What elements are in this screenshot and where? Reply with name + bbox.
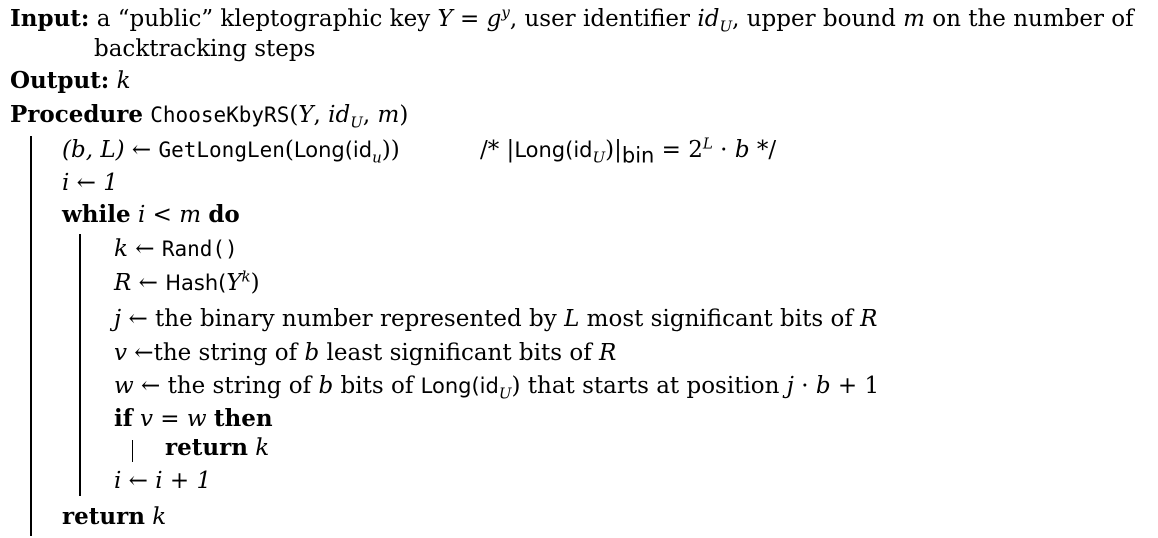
v-lhs: v	[114, 340, 127, 366]
comment-b: )|	[605, 137, 622, 163]
final-return-keyword: return	[62, 503, 145, 530]
output-label: Output:	[10, 67, 110, 94]
getlonglen-lhs: (b, L) ←	[62, 137, 159, 163]
while-line	[62, 200, 240, 230]
hash-y: Y	[226, 270, 242, 296]
comment-exp: L	[702, 134, 713, 153]
getlonglen-close: ))	[381, 137, 400, 163]
input-line	[10, 4, 1134, 34]
procedure-sep2: ,	[362, 102, 378, 128]
input-key-var: Y	[437, 6, 453, 32]
v-R: R	[599, 340, 617, 366]
inner-return-keyword: return	[165, 434, 248, 461]
while-keyword: while	[62, 201, 131, 228]
procedure-arg2-sub: U	[350, 113, 363, 132]
if-block-bar	[132, 440, 133, 462]
input-label: Input:	[10, 5, 90, 32]
while-block-bar	[79, 234, 81, 496]
procedure-arg1: Y	[298, 102, 314, 128]
input-id-sub: U	[719, 17, 733, 36]
j-line	[114, 304, 877, 334]
rand-line	[114, 234, 238, 264]
comment-c: = 2	[654, 137, 703, 163]
input-key-exp: y	[501, 3, 510, 22]
w-long: Long(id	[420, 374, 499, 398]
input-continuation: backtracking steps	[94, 36, 316, 62]
w-text-d: ·	[793, 373, 816, 399]
input-m-var: m	[903, 6, 925, 32]
input-id-var: id	[697, 6, 720, 32]
procedure-keyword: Procedure	[10, 101, 143, 128]
while-condition: i < m	[130, 202, 209, 228]
procedure-line	[10, 100, 408, 130]
j-text-b: most significant bits of	[579, 306, 861, 332]
if-condition: v = w	[132, 406, 214, 432]
getlonglen-id: (id	[344, 138, 373, 162]
v-line	[114, 338, 616, 368]
comment-end: */	[749, 137, 777, 163]
j-lhs: j	[114, 306, 122, 332]
if-line	[114, 404, 273, 434]
w-sub: U	[498, 384, 512, 403]
w-lhs: w	[114, 373, 134, 399]
inner-return-var: k	[247, 435, 270, 461]
inner-return-line	[165, 433, 269, 463]
rand-func: Rand()	[161, 237, 238, 261]
increment-line: i ← i + 1	[114, 468, 212, 494]
w-text-e: + 1	[830, 373, 880, 399]
comment-d: ·	[712, 137, 735, 163]
v-text-a: ←the string of	[127, 340, 305, 366]
j-L: L	[564, 306, 580, 332]
w-text-b: bits of	[333, 373, 421, 399]
if-keyword: if	[114, 405, 133, 432]
hash-lhs: R ←	[114, 270, 166, 296]
procedure-block-bar	[30, 136, 32, 536]
getlonglen-sub: u	[372, 148, 382, 167]
procedure-close: )	[399, 102, 409, 128]
j-R: R	[860, 306, 878, 332]
getlonglen-long: Long	[293, 138, 345, 162]
input-text-3: , upper bound	[732, 6, 904, 32]
hash-line	[114, 268, 260, 298]
getlonglen-open: (	[284, 137, 294, 163]
procedure-name: ChooseKbyRS	[150, 103, 290, 127]
final-return-var: k	[144, 504, 167, 530]
do-keyword: do	[208, 201, 240, 228]
w-text-a: ← the string of	[133, 373, 319, 399]
input-key-eq: =	[452, 6, 487, 32]
then-keyword: then	[213, 405, 273, 432]
getlonglen-line	[62, 135, 400, 165]
comment-sub: U	[592, 148, 606, 167]
comment-bin: bin	[621, 143, 655, 168]
comment-b-var: b	[734, 137, 750, 163]
w-j: j	[786, 373, 794, 399]
w-close: )	[511, 373, 521, 399]
w-b: b	[318, 373, 334, 399]
rand-lhs: k ←	[114, 236, 162, 262]
output-value: k	[116, 68, 131, 94]
getlonglen-func: GetLongLen	[158, 138, 285, 162]
getlonglen-comment	[480, 134, 777, 168]
procedure-arg3: m	[377, 102, 400, 128]
input-key-base: g	[486, 6, 502, 32]
hash-func: Hash(	[165, 271, 227, 295]
comment-long: Long(id	[514, 138, 593, 162]
v-text-b: least significant bits of	[319, 340, 600, 366]
w-line	[114, 371, 879, 401]
hash-exp: k	[241, 267, 251, 286]
w-text-c: that starts at position	[520, 373, 787, 399]
procedure-arg2: id	[328, 102, 351, 128]
init-i-line: i ← 1	[62, 170, 118, 196]
input-text-4: on the number of	[924, 6, 1134, 32]
w-b2: b	[815, 373, 831, 399]
procedure-open: (	[289, 102, 299, 128]
final-return-line	[62, 502, 166, 532]
hash-close: )	[250, 270, 260, 296]
input-text-1: a “public” kleptographic key	[96, 6, 438, 32]
output-line	[10, 66, 131, 96]
procedure-sep1: ,	[313, 102, 329, 128]
input-text-2: , user identifier	[509, 6, 698, 32]
v-b: b	[304, 340, 320, 366]
comment-a: /* |	[480, 137, 515, 163]
j-text-a: ← the binary number represented by	[121, 306, 565, 332]
